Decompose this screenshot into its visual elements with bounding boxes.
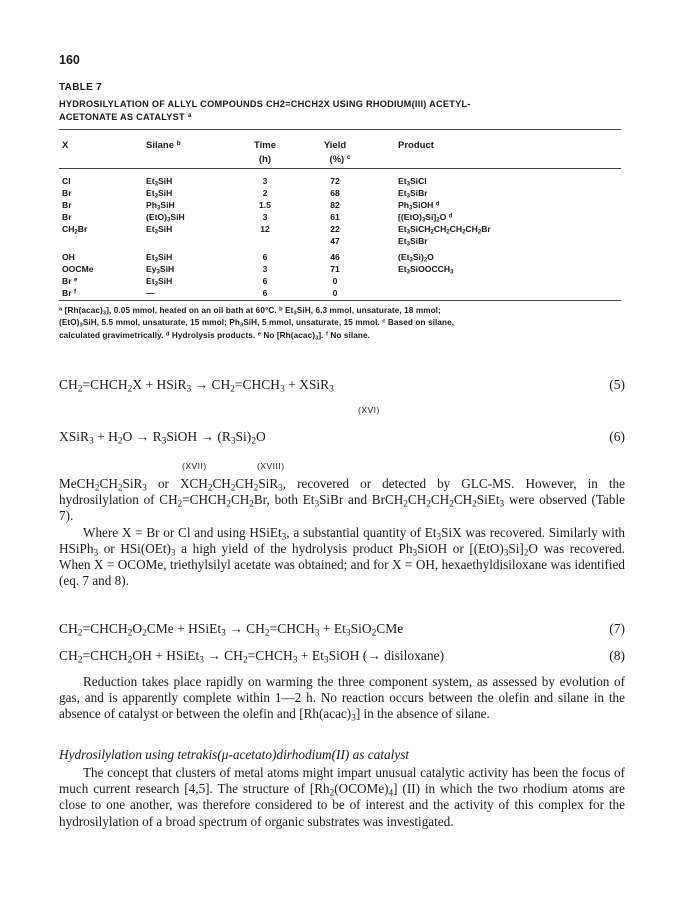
table-row-cell: 68 [330,188,340,198]
table-title-line-1: HYDROSILYLATION OF ALLYL COMPOUNDS CH2=CHCH2X USING RHODIUM(III) ACETYL- [59,99,471,109]
table-row-cell: 6 [262,252,268,262]
table-row-cell: OH [62,252,75,262]
footnote-mark: b [279,306,283,313]
table-title-note: a [187,112,192,120]
footnote-mark: c [382,318,386,325]
footnote-d: Hydrolysis products. [171,330,256,340]
header-silane-note: b [176,140,181,148]
table-label: TABLE 7 [59,82,103,93]
table-row-cell: 6 [262,276,268,286]
table-row-cell: 0 [332,276,338,286]
equation-8: $CH_2=CHCH_2OH$ + HSiEt$_3$ → $CH_2=CHCH_3$ + $Et_3SiOH$ (→ disiloxane) (8) [59,648,625,666]
table-row-cell: $Et_3SiBr$ [398,236,428,248]
table-row-cell: Br [62,188,72,198]
x-note: f [73,289,76,296]
table-row-cell: 46 [330,252,340,262]
equation-number: (5) [609,377,625,392]
equation-number: (6) [609,429,625,444]
equation-number: (8) [609,648,625,663]
body-paragraphs-2 [59,674,625,723]
table-bottom-rule [59,300,621,301]
x-note: e [73,277,78,284]
table-row-cell: 71 [330,264,340,274]
product-note: d [448,213,453,220]
paragraph-2: Where X = Br or Cl and using HSiEt$_3$, a substantial quantity of $Et_3SiX$ was recovered. Similarly with HSiPh$_3$ or $HSi(OEt)_3$ a high yield of the hydrolysis product $Ph_3SiOH$ or $[(EtO)_3Si]_2O$ was recovered. When X = OCOMe, triethylsilyl acetate was obtained; and for X = OH, hexaethyldisiloxane was identified (eq. 7 and 8). [59,524,626,589]
table-row-cell: $(EtO)_3SiH$ [146,212,185,224]
header-silane-label: Silane [146,140,174,151]
header-time-unit: (h) [258,154,272,165]
table-row-cell: $Et_3SiH$ [146,176,173,188]
compound-label: (XVIII) [257,461,285,471]
header-x: X [62,140,69,151]
product-note: d [435,201,440,208]
table-row-cell: 82 [330,200,340,210]
equation-6: XSiR$_3$ + $H_2O$ → $R_3SiOH \to (R_3Si)_2O$ (6) [59,429,625,447]
table-row-cell [62,276,77,286]
table-row-cell: 2 [262,188,268,198]
table-row-cell: Br [62,212,72,222]
table-row-cell: $Et_3SiH$ [146,276,173,288]
equation-7: $CH_2=CHCH_2O_2CMe$ + HSiEt$_3$ → $CH_2=CHCH_3 + Et_3SiO_2CMe$ (7) [59,621,625,639]
table-title-line-2: ACETONATE AS CATALYST [59,112,185,122]
table-row-cell: 1.5 [259,200,271,210]
footnote-mark: a [59,306,63,313]
paragraph-1: $MeCH_2CH_2SiR_3$ or $XCH_2CH_2CH_2SiR_3$, recovered or detected by GLC-MS. However, in the hydrosilylation of $CH_2=CHCH_2CH_2Br$, both $Et_3SiBr$ and $BrCH_2CH_2CH_2CH_2SiEt_3$ were observed (Table 7). [59,476,625,524]
page-number: 160 [59,53,80,67]
table-title [59,98,619,124]
header-yield-unit-label: (%) [329,154,345,165]
table-row-cell: 72 [330,176,340,186]
table-header-rule [59,168,621,169]
equation-5: $CH_2=CHCH_2X$ + HSiR$_3$ → $CH_2=CHCH_3$ + XSiR$_3$ (5) [59,377,625,395]
header-silane [146,140,181,151]
paragraph-3: Reduction takes place rapidly on warming the three component system, as assessed by evolution of gas, and is apparently complete within 1—2 h. No reaction occurs between the olefin and silane in the absence of catalyst or between the olefin and $[Rh(acac)_3]$ in the absence of silane. [59,674,625,723]
header-yield: Yield [323,140,347,151]
table-row-cell: $CH_2Br$ [62,224,88,236]
table-row-cell: 6 [262,288,268,298]
footnote-mark: d [165,331,170,338]
table-row-cell: 22 [330,224,340,234]
table-row-cell: $Et_3SiH$ [146,188,173,200]
header-yield-note: c [346,154,351,162]
table-row-cell: $Et_3SiCH_2CH_2CH_2CH_2Br$ [398,224,491,236]
table-row-cell: 3 [262,176,268,186]
table-row-cell: $Ph_3SiH$ [146,200,175,212]
table-row-cell [62,288,76,298]
header-yield-unit [320,154,360,165]
body-paragraphs-3 [59,765,625,830]
table-row-cell: Cl [62,176,71,186]
table-row-cell: 3 [262,212,268,222]
section-heading: Hydrosilylation using tetrakis(μ-acetato)dirhodium(II) as catalyst [59,747,410,762]
table-footnotes: $^a$ $[Rh(acac)_3]$, 0.05 mmol, heated on an oil bath at 60°C. $^b$ $Et_3SiH$, 6.3 mmol, unsaturate, 18 mmol; $(EtO)_3SiH$, 5.5 mmol, unsaturate, 15 mmol; $Ph_3SiH$, 5 mmol, unsaturate, 15 mmol. $^c$ Based on silane, calculated gravimetrically. $^d$ Hydrolysis products. $^e$ No $[Rh(acac)_3]$. $^f$ No silane. [59,306,455,342]
table-row-cell: 12 [260,224,270,234]
table-row-cell: $Et_3SiOOCCH_3$ [398,264,454,276]
x-value: Br [62,288,72,298]
footnote-c2: calculated gravimetrically. [59,330,164,340]
table-row-cell: $Et_3SiBr$ [398,188,428,200]
table-row-cell: OOCMe [62,264,94,274]
table-row-cell: $Et_3SiH$ [146,252,173,264]
x-value: Br [62,276,72,286]
equation-number: (7) [609,621,625,636]
table-row-cell: $Et_3SiCl$ [398,176,427,188]
table-row-cell: $Et_3SiH$ [146,224,173,236]
header-time: Time [253,140,276,151]
compound-label: (XVI) [358,405,380,415]
table-row-cell: 47 [330,236,340,246]
footnote-mark: e [257,331,261,338]
table-row-cell: $Ph_3SiOH$ $^d$ [398,200,440,212]
table-row-cell: 0 [332,288,338,298]
table-row-cell: $Ey_3SiH$ [146,264,175,276]
table-row-cell: 61 [330,212,340,222]
paragraph-4: The concept that clusters of metal atoms might impart unusual catalytic activity has been the focus of much current research [4,5]. The structure of $[Rh_2(OCOMe)_4]$ (II) in which the two rhodium atoms are close to one another, was therefore considered to be of interest and the activity of this complex for the hydrosilylation of a broad spectrum of organic substrates was investigated. [59,765,626,829]
footnote-mark: f [325,331,328,338]
compound-label: (XVII) [182,461,207,471]
table-row-cell: Br [62,200,72,210]
table-row-cell: $(Et_3Si)_2O$ [398,252,434,264]
footnote-f: No silane. [330,330,371,340]
body-paragraphs-1 [59,476,625,589]
table-row-cell: 3 [262,264,268,274]
header-product: Product [398,140,434,151]
table-row-cell: — [146,288,155,298]
table-row-cell: $[(EtO)_3Si]_2O$ $^d$ [398,212,453,224]
table-top-rule [59,129,621,130]
